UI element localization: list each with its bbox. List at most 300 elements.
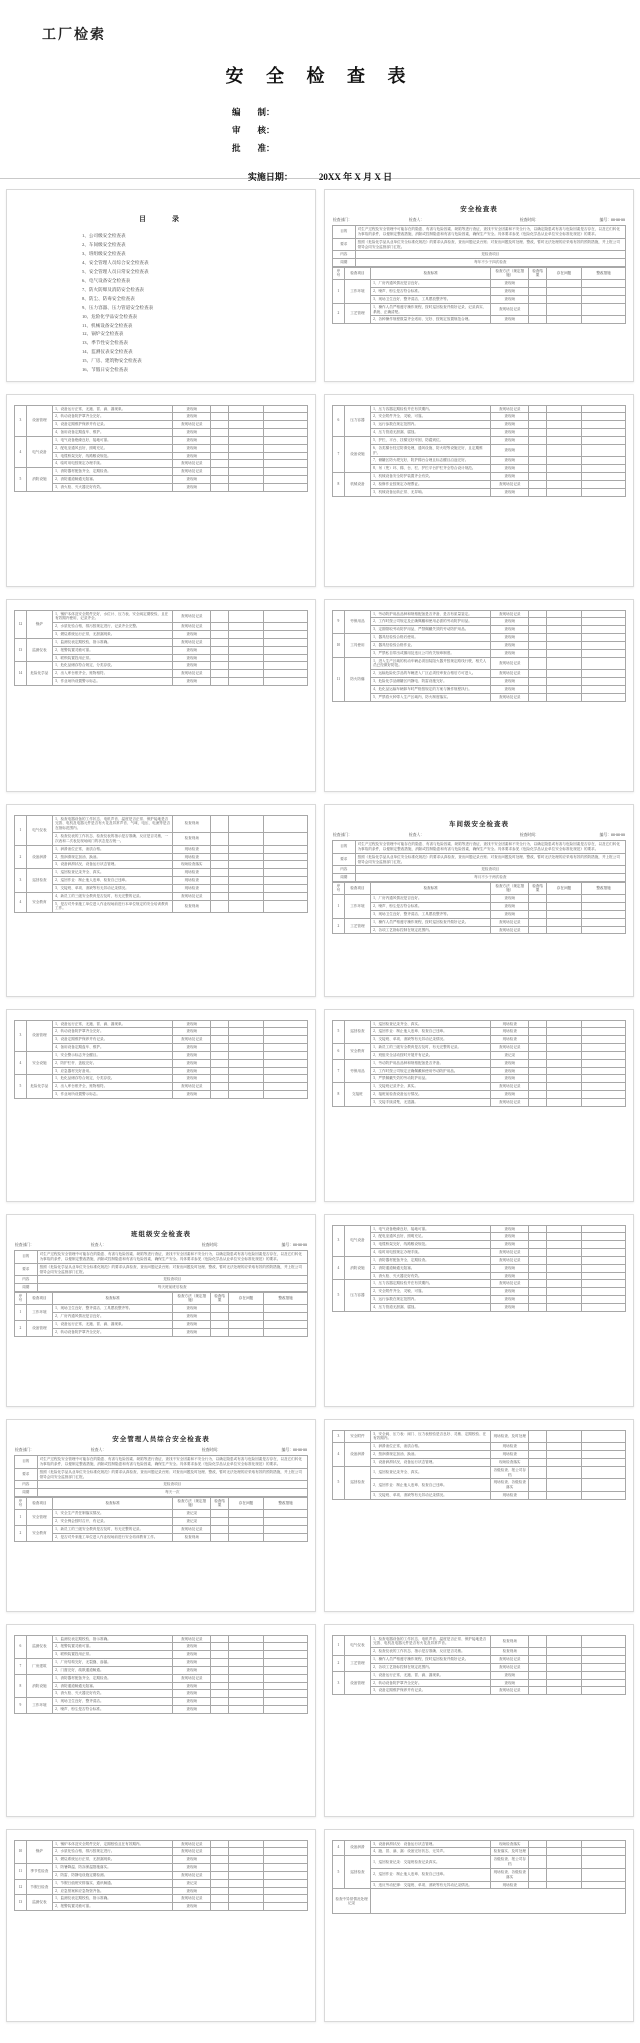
cell-issue [546, 1059, 581, 1067]
cell-method: 查现场及记录 [491, 918, 529, 926]
cell-measure [264, 1895, 308, 1903]
cell-group: 安全教育 [26, 1525, 52, 1541]
cell-group: 工艺管理 [344, 918, 370, 934]
cell-standard: 2、报警装置灵敏可靠。 [53, 1903, 173, 1911]
cell-issue [546, 626, 581, 634]
info-label: 要求 [15, 1468, 38, 1481]
col-header: 整改措施 [264, 1497, 308, 1510]
table-row [15, 460, 308, 468]
cell-method: 查现场 [491, 618, 529, 626]
cell-standard: 2、巡回作业：制止他人违章、检查自己违章。 [53, 877, 173, 885]
page-card [324, 189, 634, 382]
cell-issue [228, 429, 263, 437]
cell-issue [546, 1479, 581, 1492]
cell-measure [264, 1659, 308, 1667]
cell-issue [546, 480, 581, 488]
cell-issue [228, 1643, 263, 1651]
cell-method: 查现场 [173, 1643, 211, 1651]
cell-measure [264, 1305, 308, 1313]
cell-measure [582, 626, 626, 634]
table-row [333, 413, 626, 421]
cell-measure [582, 1256, 626, 1264]
cell-standard: 1、巡回检查记录齐全、真实。 [371, 1020, 491, 1028]
cell-standard: 1、厂房结构完好，无裂缝、渗漏。 [53, 1659, 173, 1667]
cell-issue [228, 662, 263, 670]
info-row [333, 841, 626, 854]
cell-result [529, 457, 547, 465]
toc-list [82, 232, 308, 375]
cell-method: 现场检查落实 [173, 861, 211, 869]
cell-no: 1 [333, 895, 345, 919]
cell-issue [546, 1458, 581, 1466]
cell-result [529, 926, 547, 934]
table-row [333, 1687, 626, 1695]
cell-issue [228, 1903, 263, 1911]
cell-standard: 1、安全生产责任制落实情况。 [53, 1510, 173, 1518]
cell-measure [264, 436, 308, 444]
cell-result [211, 638, 229, 646]
cell-standard: 3、燃烧系统运行正常，无泄漏现象。 [53, 1856, 173, 1864]
col-header: 检查结果 [529, 882, 547, 895]
cell-result [211, 610, 229, 623]
cell-issue [228, 1651, 263, 1659]
cell-result [211, 1879, 229, 1887]
cell-result [529, 316, 547, 324]
cell-result [529, 288, 547, 296]
cell-result [211, 1887, 229, 1895]
table-row [15, 452, 308, 460]
col-header: 检查标准 [53, 1292, 173, 1305]
table-row [333, 1458, 626, 1466]
cell-no: 4 [15, 1051, 27, 1075]
cell-method: 查现场 [173, 444, 211, 452]
cell-method: 查现场 [491, 1067, 529, 1075]
cell-method: 现场检查、及时处理 [491, 1430, 529, 1443]
cell-method: 查现场 [173, 662, 211, 670]
cell-standard: 3、设备润滑状况，设备运行状态管理。 [53, 861, 173, 869]
table-row [333, 1848, 626, 1856]
table-row [333, 657, 626, 670]
cell-method: 查现场及记录 [173, 468, 211, 476]
cell-measure [264, 1525, 308, 1533]
cell-measure [264, 853, 308, 861]
cell-standard: 1、锅炉本体及安全附件完好，水位计、压力表、安全阀定期校验，且在有效期内使用，记录齐全。 [53, 610, 173, 623]
cell-result [529, 1635, 547, 1648]
cell-result [529, 895, 547, 903]
cell-method: 现场检查 [491, 1451, 529, 1459]
cell-method: 查现场 [173, 436, 211, 444]
table-row [333, 444, 626, 457]
cell-method: 检查现场 [173, 833, 211, 846]
cell-issue [546, 1020, 581, 1028]
cell-result [211, 1028, 229, 1036]
cell-method: 查现场 [173, 1067, 211, 1075]
cell-measure [264, 1028, 308, 1036]
meta-field: 检查人： [408, 218, 425, 222]
cell-measure [582, 429, 626, 437]
toc-item: 12、锅炉安全检查表 [82, 331, 124, 337]
cell-group: 锅炉 [26, 610, 52, 638]
table-row [15, 853, 308, 861]
cell-method: 查现场 [173, 1887, 211, 1895]
cell-issue [546, 1492, 581, 1500]
cell-standard: 4、危化品运输车辆卸车时严格按规定的方案与操作规程执行。 [371, 685, 491, 693]
cell-no: 7 [333, 436, 345, 472]
cell-result [211, 1706, 229, 1714]
cell-issue [228, 853, 263, 861]
cell-group: 巡回检查 [344, 1856, 370, 1889]
info-table [332, 840, 626, 882]
page-card [6, 1624, 316, 1817]
cell-result [211, 877, 229, 885]
cell-method: 查现场及记录 [491, 1280, 529, 1288]
table-row [15, 413, 308, 421]
cell-standard: 3、严禁私自带出或挪用及违反公司有关规章制度。 [371, 649, 491, 657]
cell-result [211, 670, 229, 678]
checklist-table [332, 610, 626, 702]
cell-no: 6 [333, 405, 345, 436]
cell-measure [582, 488, 626, 496]
cell-result [529, 444, 547, 457]
cell-measure [264, 670, 308, 678]
cell-issue [228, 444, 263, 452]
cell-method: 查现场 [491, 457, 529, 465]
cell-method: 查记录 [173, 1518, 211, 1526]
cell-measure [264, 1651, 308, 1659]
cell-standard: 3、机械设备运转正常、无异响。 [371, 488, 491, 496]
cell-method: 查现场及记录 [173, 460, 211, 468]
col-header: 检查标准 [371, 267, 491, 280]
cell-result [211, 468, 229, 476]
cell-measure [582, 421, 626, 429]
cell-standard: 1、巡回检查记录：交接班检查记录真实。 [371, 1856, 491, 1869]
table-row [333, 1443, 626, 1451]
cell-result [211, 833, 229, 846]
meta-field: 编号：##-##-## [599, 218, 625, 222]
cell-result [211, 1659, 229, 1667]
cell-measure [264, 892, 308, 900]
cell-standard: 5、严禁将火种带入生产区域内，防火制度落实。 [371, 693, 491, 701]
table-row [15, 436, 308, 444]
info-label: 目的 [333, 226, 356, 239]
cell-group: 危险化学品 [26, 662, 52, 686]
cell-standard: 1、交接班记录齐全、真实。 [371, 1083, 491, 1091]
cell-standard: 1、监测仪表定期校验，指示准确。 [53, 1895, 173, 1903]
cell-issue [546, 1840, 581, 1848]
cell-measure [264, 1871, 308, 1879]
cell-result [211, 1059, 229, 1067]
table-row [15, 623, 308, 631]
cell-issue [228, 610, 263, 623]
meta-field: 检查时间： [201, 1243, 221, 1247]
cell-issue [546, 1288, 581, 1296]
cell-group: 监测仪表 [26, 1635, 52, 1659]
cell-method: 查现场 [173, 1059, 211, 1067]
cell-no: 5 [15, 468, 27, 492]
cell-group: 工具使用 [344, 634, 370, 658]
cell-measure [582, 1272, 626, 1280]
cell-method: 查现场 [173, 1690, 211, 1698]
cell-result [211, 1840, 229, 1848]
cell-issue [546, 1430, 581, 1443]
cell-result [211, 1305, 229, 1313]
cell-measure [264, 900, 308, 913]
checklist-table [332, 1430, 626, 1500]
col-header: 整改措施 [264, 1292, 308, 1305]
cell-result [529, 303, 547, 316]
cell-method: 查现场 [491, 436, 529, 444]
cell-measure [582, 1479, 626, 1492]
cell-result [211, 646, 229, 654]
cell-method: 查现场 [491, 1679, 529, 1687]
cell-group: 电气仪表 [344, 1635, 370, 1656]
cell-no: 1 [333, 280, 345, 304]
cell-method: 查现场 [173, 405, 211, 413]
cell-method: 查现场及记录 [491, 480, 529, 488]
cell-standard: 2、出入库台账齐全，账物相符。 [53, 1083, 173, 1091]
table-row [15, 1690, 308, 1698]
cell-result [529, 910, 547, 918]
cell-standard: 1、设备运行正常，无跑、冒、滴、漏现象。 [53, 1320, 173, 1328]
cell-issue [546, 1028, 581, 1036]
cell-standard: 1、劳动防护用品品种和规格配备是否齐备，是否有质量鉴定。 [371, 610, 491, 618]
cell-result [529, 1044, 547, 1052]
cell-standard: 2、运输危险化学品的车辆进入厂区必须经审查合格后方可进入。 [371, 670, 491, 678]
cell-measure [582, 1856, 626, 1869]
cell-measure [264, 845, 308, 853]
cell-measure [582, 1679, 626, 1687]
table-row [333, 1881, 626, 1889]
cell-measure [582, 465, 626, 473]
cell-measure [582, 1091, 626, 1099]
info-value: 见检查项目 [355, 866, 625, 874]
cell-method: 查现场 [491, 910, 529, 918]
cell-issue [228, 1887, 263, 1895]
cell-result [529, 488, 547, 496]
cell-result [211, 429, 229, 437]
cell-result [529, 413, 547, 421]
cell-measure [264, 476, 308, 484]
table-row [333, 280, 626, 288]
checklist-table [332, 1020, 626, 1107]
cell-group: 工作环境 [344, 280, 370, 304]
toc-item: 14、监测仪表安全检查表 [82, 349, 133, 355]
cell-result [529, 1451, 547, 1459]
cell-method: 查现场及记录 [491, 1044, 529, 1052]
table-row [333, 670, 626, 678]
cell-method: 查现场 [173, 452, 211, 460]
cell-issue [228, 1067, 263, 1075]
cell-method: 查现场 [491, 1272, 529, 1280]
cell-measure [582, 1264, 626, 1272]
cell-method: 查现场 [173, 483, 211, 491]
cell-result [211, 1044, 229, 1052]
cell-result [529, 1881, 547, 1889]
cell-standard: 1、设备运行正常，无跑、冒、滴、漏现象。 [371, 1671, 491, 1679]
table-row [333, 1028, 626, 1036]
info-row [15, 1456, 308, 1469]
checklist-table [332, 1635, 626, 1696]
cell-issue [546, 657, 581, 670]
cell-method: 查现场 [491, 626, 529, 634]
cell-standard: 1、设备运行正常，无跑、冒、滴、漏现象。 [53, 405, 173, 413]
cell-no: 8 [333, 473, 345, 497]
cell-result [211, 1651, 229, 1659]
table-row [15, 1067, 308, 1075]
cell-result [211, 1510, 229, 1518]
date-value: 20XX 年 X 月 X 日 [318, 171, 393, 182]
cell-result [529, 421, 547, 429]
table-row [15, 869, 308, 877]
cell-no: 13 [15, 638, 27, 662]
cell-issue [228, 1871, 263, 1879]
cell-measure [582, 1067, 626, 1075]
cell-measure [582, 1868, 626, 1881]
cell-no: 10 [15, 1840, 27, 1864]
cell-standard: 1、监测仪表定期校验，指示准确。 [53, 638, 173, 646]
table-row [333, 316, 626, 324]
cell-result [529, 1648, 547, 1656]
cell-issue [228, 900, 263, 913]
cell-issue [228, 877, 263, 885]
cell-standard: 1、电气设备绝缘良好，接地可靠。 [53, 436, 173, 444]
cell-result [529, 1679, 547, 1687]
cell-measure [264, 1666, 308, 1674]
cell-no: 4 [15, 892, 27, 913]
cell-issue [546, 634, 581, 642]
cell-measure [264, 654, 308, 662]
cell-issue [228, 468, 263, 476]
cell-result [529, 1020, 547, 1028]
info-row [333, 259, 626, 267]
cell-method: 查现场 [491, 1288, 529, 1296]
cell-issue [546, 436, 581, 444]
table-row [15, 1840, 308, 1848]
cell-result [529, 1288, 547, 1296]
cell-measure [582, 1288, 626, 1296]
table-row [333, 1225, 626, 1233]
cell-measure [264, 1091, 308, 1099]
table-row [15, 476, 308, 484]
cell-issue [546, 1051, 581, 1059]
cell-standard: 1、进入生产区域的机动车辆必须加装阻火器并按规定路线行驶，相关人员已经做好防范。 [371, 657, 491, 670]
cell-method: 现场检查 [491, 1881, 529, 1889]
cell-measure [582, 436, 626, 444]
cell-measure [264, 623, 308, 631]
cell-measure [582, 1303, 626, 1311]
checklist-table [14, 610, 308, 686]
table-row [15, 1895, 308, 1903]
cell-result [211, 460, 229, 468]
table-row [333, 1233, 626, 1241]
cell-result [211, 483, 229, 491]
cell-method: 检查现场 [491, 1648, 529, 1656]
table-row [15, 1666, 308, 1674]
cell-issue [228, 1320, 263, 1328]
cell-result [529, 1848, 547, 1856]
cell-group: 劳保用品 [344, 1059, 370, 1083]
cell-no: 11 [333, 657, 345, 701]
cell-method: 查现场 [173, 654, 211, 662]
info-value: 对生产过程及安全管理中可能存在的隐患、有害与危险因素、缺陷等进行查证，查找不安全因素和不安全行为，以确定隐患或有害与危险因素是否存在，以及它们转化为事故的条件，以便制定整改措施，消除或控制隐患和有害与危险因素，确保生产安全。具体要求参见《危险化学品从业单位安全标准化规范》的要求。 [37, 1251, 307, 1264]
cell-method: 查现场及记录 [173, 623, 211, 631]
cell-method: 查现场 [491, 1241, 529, 1249]
cell-issue [546, 1443, 581, 1451]
cell-result [529, 1233, 547, 1241]
cell-issue [228, 1044, 263, 1052]
cell-method: 现场检查 [491, 1443, 529, 1451]
cell-issue [546, 465, 581, 473]
meta-field: 检查人： [90, 1243, 107, 1247]
info-value: 见检查项目 [355, 251, 625, 259]
cell-measure [264, 877, 308, 885]
cell-result [529, 1296, 547, 1304]
cell-no: 8 [15, 1674, 27, 1698]
page-card [6, 599, 316, 792]
page-card [324, 1624, 634, 1817]
cell-result [211, 1635, 229, 1643]
signature-line: 批 准： [232, 142, 275, 153]
cell-method: 查现场 [173, 1698, 211, 1706]
cell-result [211, 1895, 229, 1903]
cell-measure [264, 1690, 308, 1698]
brand-label: 工厂检索 [42, 28, 106, 43]
cell-method: 查现场 [491, 444, 529, 457]
table-row [15, 1044, 308, 1052]
cell-result [211, 678, 229, 686]
cell-result [211, 1690, 229, 1698]
meta-field: 检查时间： [201, 1448, 221, 1452]
cell-group: 工艺管理 [344, 1656, 370, 1672]
info-row [333, 251, 626, 259]
cell-result [529, 1458, 547, 1466]
cell-issue [228, 654, 263, 662]
cell-result [211, 631, 229, 639]
checklist-table [332, 1225, 626, 1312]
cell-result [211, 1083, 229, 1091]
cell-standard: 3、设备定期维护保养并有记录。 [371, 1687, 491, 1695]
cell-method: 查现场及记录 [173, 1674, 211, 1682]
cell-issue [546, 610, 581, 618]
cell-result [529, 685, 547, 693]
col-header: 检查方法（规定措施） [491, 882, 529, 895]
table-row [333, 1067, 626, 1075]
checklist-table [14, 1292, 308, 1337]
cell-measure [264, 1051, 308, 1059]
cell-standard: 1、安全警示标志齐全醒目。 [53, 1051, 173, 1059]
info-row [333, 853, 626, 866]
cell-standard: 4、临时用电按规定办理手续。 [371, 1249, 491, 1257]
cell-measure [264, 1533, 308, 1541]
cell-method: 查现场 [173, 1305, 211, 1313]
cell-group: 设备设施 [344, 436, 370, 472]
table-row [333, 1663, 626, 1671]
cell-method: 查现场及记录 [491, 926, 529, 934]
cell-result [211, 884, 229, 892]
cell-result [211, 900, 229, 913]
cell-issue [228, 892, 263, 900]
cell-method: 查现场及记录 [491, 1656, 529, 1664]
cell-issue [546, 678, 581, 686]
cell-standard: 4、备用设备定期盘车、维护。 [53, 1044, 173, 1052]
cell-measure [582, 641, 626, 649]
cell-result [529, 1067, 547, 1075]
cell-issue [228, 413, 263, 421]
info-row [333, 226, 626, 239]
cell-measure [582, 1280, 626, 1288]
cell-measure [264, 678, 308, 686]
cell-result [211, 815, 229, 833]
